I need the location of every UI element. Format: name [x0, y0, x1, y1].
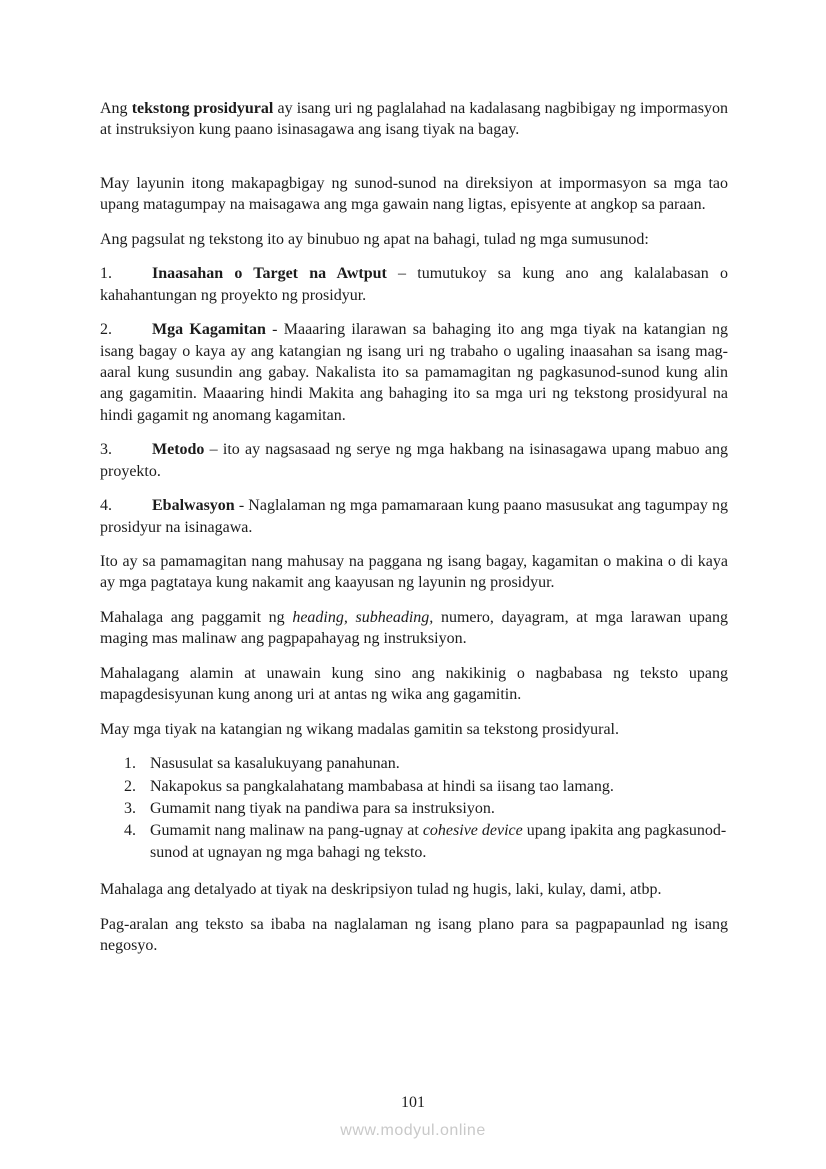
part-number: 1. [100, 265, 112, 283]
list-item-number: 4. [124, 822, 136, 840]
paragraph-katangian-intro: May mga tiyak na katangian ng wikang madalas gamitin sa tekstong prosidyural. [100, 720, 619, 738]
page-number: 101 [401, 1094, 425, 1112]
text-run: upang ipakita ang pagkasunod-sunod at ugnayan ng mga bahagi ng teksto. [150, 822, 727, 861]
paragraph-bahagi-intro: Ang pagsulat ng tekstong ito ay binubuo ng apat na bahagi, tulad ng mga sumusunod: [100, 230, 649, 248]
text-run: Nasusulat sa kasalukuyang panahunan. [150, 755, 400, 773]
paragraph-heading-tip [100, 607, 728, 650]
text-run: - Naglalaman ng mga pamamaraan kung paano masusukat ang tagumpay ng prosidyur na isinagawa. [100, 497, 728, 536]
part-title: Inaasahan o Target na Awtput [152, 265, 387, 283]
paragraph-pagtataya: Ito ay sa pamamagitan nang mahusay na paggana ng isang bagay, kagamitan o makina o di kaya ay mga pagtataya kung nakamit ang kaayusan ng layunin ng prosidyur. [100, 553, 728, 592]
part-number: 2. [100, 321, 112, 339]
list-item [124, 820, 728, 863]
watermark: www.modyul.online [340, 1121, 486, 1139]
text-run: - Maaaring ilarawan sa bahaging ito ang mga tiyak na katangian ng isang bagay o kaya ay ang katangian ng isang uri ng trabaho o ugaling inaasahan sa isang mag-aaral kung susundin ang gabay. Nakalista ito sa pamamagitan ng pagkasunod-sunod kung alin ang gagamitin. Maaaring hindi Makita ang bahaging ito sa mga uri ng tekstong prosidyural na hindi gagamit ng anomang kagamitan. [100, 321, 729, 424]
list-item-number: 1. [124, 755, 136, 773]
text-run: Gumamit nang tiyak na pandiwa para sa instruksiyon. [150, 799, 495, 817]
features-list [124, 753, 728, 863]
numbered-part-2 [100, 319, 728, 426]
text-run: Nakapokus sa pangkalahatang mambabasa at hindi sa iisang tao lamang. [150, 777, 614, 795]
list-item-number: 2. [124, 777, 136, 795]
text-run: Mahalaga ang paggamit ng [100, 608, 293, 626]
paragraph-deskripsiyon: Mahalaga ang detalyado at tiyak na deskripsiyon tulad ng hugis, laki, kulay, dami, atbp. [100, 881, 662, 899]
text-run: Gumamit nang malinaw na pang-ugnay at [150, 822, 423, 840]
text-run: numero, dayagram, at mga larawan upang maging mas malinaw ang pagpapahayag ng instruksiyon. [100, 608, 729, 648]
document-content [100, 98, 728, 970]
paragraph-layunin: May layunin itong makapagbigay ng sunod-sunod na direksiyon at impormasyon sa mga tao upang matagumpay na maisagawa ang mga gawain nang ligtas, episyente at angkop sa paraan. [100, 174, 728, 214]
part-number: 4. [100, 497, 112, 515]
term-italic: heading, subheading, [292, 608, 434, 626]
numbered-part-4 [100, 495, 728, 538]
paragraph-pag-aralan: Pag-aralan ang teksto sa ibaba na naglalaman ng isang plano para sa pagpapaunlad ng isang negosyo. [100, 915, 728, 955]
page-footer [0, 1092, 826, 1141]
paragraph-audience: Mahalagang alamin at unawain kung sino ang nakikinig o nagbabasa ng teksto upang mapagdesisyunan kung anong uri at antas ng wika ang gagamitin. [100, 664, 728, 704]
text-run: ay isang uri ng paglalahad na kadalasang nagbibigay ng impormasyon at instruksiyon kung paano isinasagawa ang isang tiyak na bagay. [100, 100, 728, 139]
list-item [124, 753, 728, 774]
list-item [124, 776, 728, 797]
numbered-part-1 [100, 263, 728, 306]
text-run: Ang [100, 100, 132, 117]
text-run: – tumutukoy sa kung ano ang kalalabasan o kahahantungan ng proyekto ng prosidyur. [100, 265, 728, 304]
list-item-number: 3. [124, 799, 136, 817]
part-title: Metodo [152, 441, 205, 459]
list-item [124, 798, 728, 819]
part-number: 3. [100, 441, 112, 459]
text-run: – ito ay nagsasaad ng serye ng mga hakbang na isinasagawa upang mabuo ang proyekto. [100, 441, 728, 480]
part-title: Ebalwasyon [152, 497, 235, 515]
part-title: Mga Kagamitan [152, 321, 266, 339]
term-italic: cohesive device [422, 822, 523, 840]
paragraph-definition [100, 98, 728, 141]
numbered-part-3 [100, 439, 728, 482]
term-bold: tekstong prosidyural [131, 100, 274, 117]
